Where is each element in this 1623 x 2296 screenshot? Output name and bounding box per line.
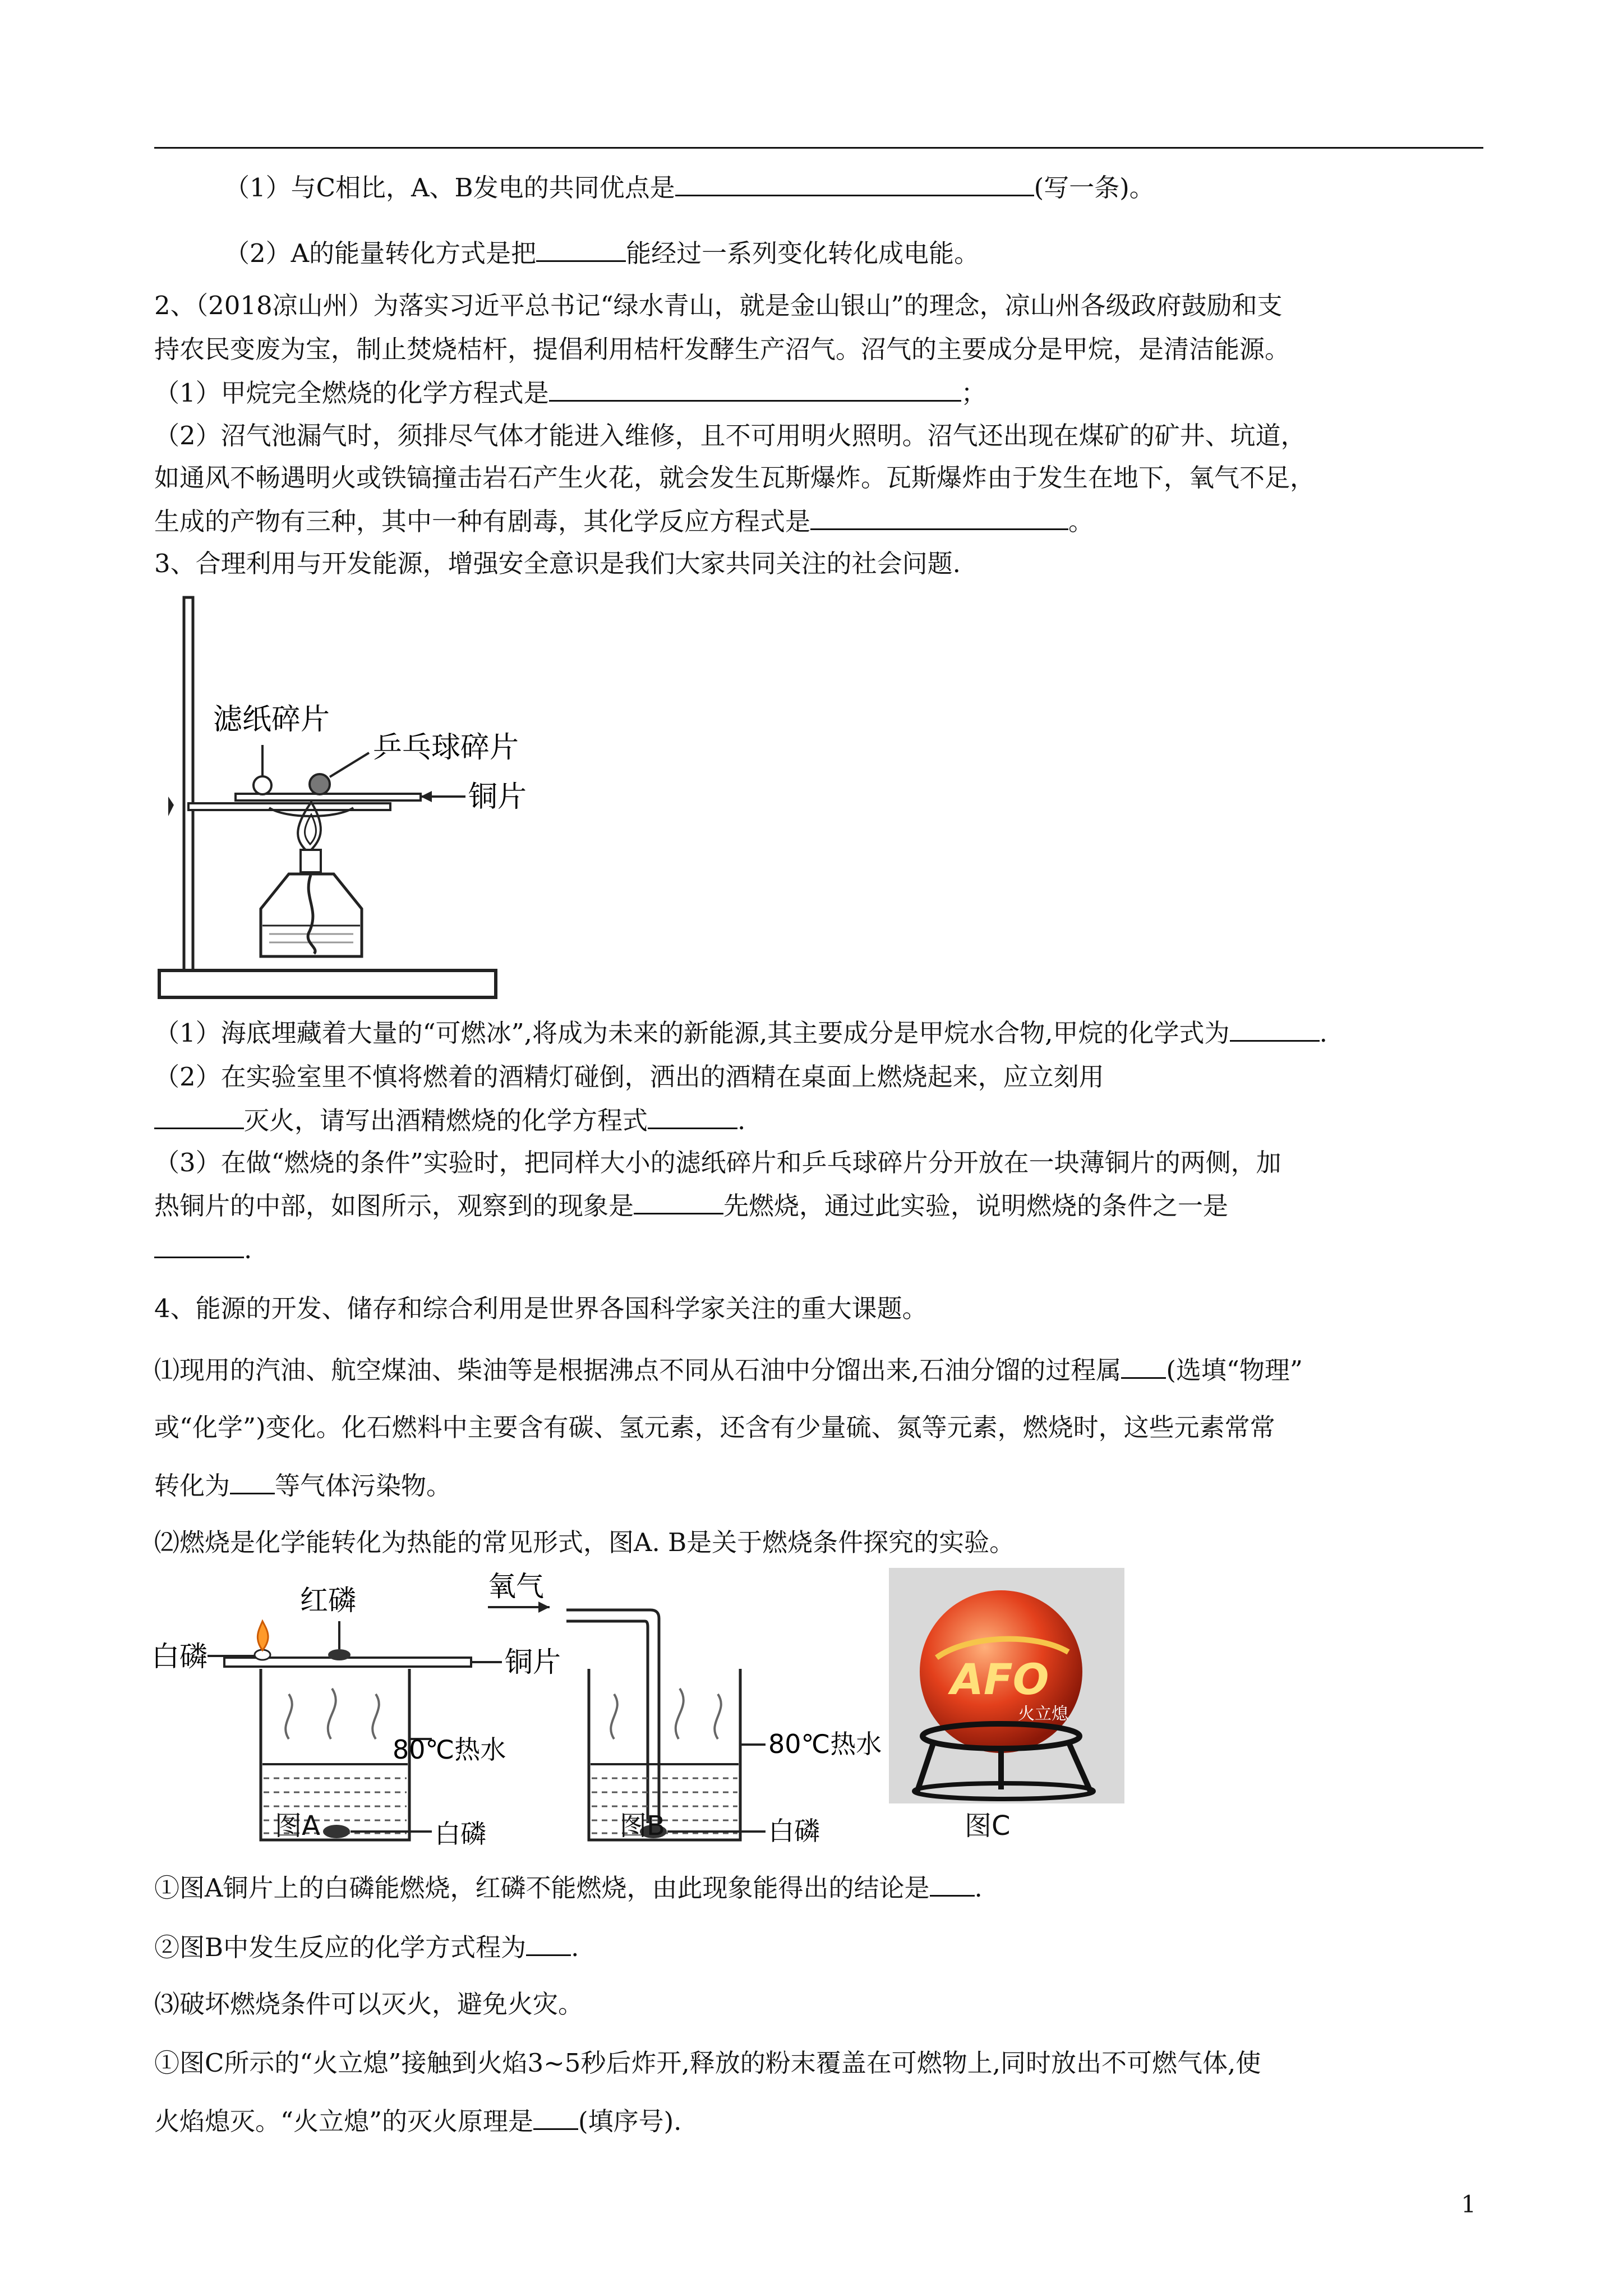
- answer-blank[interactable]: [536, 236, 626, 262]
- answer-blank[interactable]: [526, 1930, 571, 1956]
- q3-figure-burning-experiment: [151, 595, 578, 1010]
- q4-part3-q1-line1: ①图C所示的“火立熄”接触到火焰3~5秒后炸开,释放的粉末覆盖在可燃物上,同时放出不可燃气体,使: [154, 2048, 1261, 2078]
- q4-part2: ⑵燃烧是化学能转化为热能的常见形式，图A. B是关于燃烧条件探究的实验。: [154, 1527, 1015, 1557]
- q1-sub1: （1）与C相比，A、B发电的共同优点是 (写一条)。: [224, 170, 1155, 205]
- q3-stem: 3、合理利用与开发能源，增强安全意识是我们大家共同关注的社会问题.: [154, 549, 961, 578]
- figure-c-caption: 图C: [965, 1810, 1011, 1842]
- figure-b-caption: 图B: [620, 1810, 665, 1842]
- q4-part3-q1-line2: 火焰熄灭。“火立熄”的灭火原理是 (填序号).: [154, 2104, 681, 2138]
- answer-blank[interactable]: [648, 1103, 737, 1129]
- q2-sub2-line2: 如通风不畅遇明火或铁镐撞击岩石产生火花，就会发生瓦斯爆炸。瓦斯爆炸由于发生在地下，氧气不足，: [154, 463, 1316, 493]
- q4-part2-q2: ②图B中发生反应的化学方式程为 .: [154, 1930, 579, 1964]
- label-red-phosphorus: 红磷: [300, 1584, 356, 1617]
- ping-pong-fragment: [310, 774, 330, 794]
- answer-blank[interactable]: [930, 1870, 975, 1897]
- answer-blank[interactable]: [154, 1103, 244, 1129]
- q2-sub2-line3: 生成的产物有三种，其中一种有剧毒，其化学反应方程式是 。: [154, 504, 1094, 539]
- q2-stem-line2: 持农民变废为宝，制止焚烧桔杆，提倡利用桔杆发酵生产沼气。沼气的主要成分是甲烷，是清洁能源。: [154, 334, 1290, 364]
- ball-brand-text: AFO: [951, 1654, 1049, 1704]
- label-white-phosphorus-top: 白磷: [151, 1640, 208, 1673]
- q3-sub3-line3: .: [154, 1232, 252, 1267]
- q4-figure-b: [488, 1565, 880, 1857]
- q4-part1-line2: 或“化学”)变化。化石燃料中主要含有碳、氢元素，还含有少量硫、氮等元素，燃烧时，这些元素常常: [154, 1412, 1275, 1442]
- q2-sub1: （1）甲烷完全燃烧的化学方程式是 ；: [154, 375, 986, 410]
- label-white-phosphorus-bottom: 白磷: [435, 1819, 486, 1849]
- label-hot-water: 80℃热水: [393, 1734, 506, 1765]
- q4-part3: ⑶破坏燃烧条件可以灭火，避免火灾。: [154, 1989, 584, 2019]
- q2-stem-line1: 2、（2018凉山州）为落实习近平总书记“绿水青山，就是金山银山”的理念，凉山州各级政府鼓励和支: [154, 291, 1283, 320]
- q4-figure-a: [151, 1576, 561, 1862]
- q2-sub2-line1: （2）沼气池漏气时，须排尽气体才能进入维修，且不可用明火照明。沼气还出现在煤矿的矿井、坑道，: [154, 421, 1306, 450]
- label-ping-pong: 乒乓球碎片: [373, 731, 519, 765]
- q4-part1-line1: ⑴现用的汽油、航空煤油、柴油等是根据沸点不同从石油中分馏出来,石油分馏的过程属 (选填“物理”: [154, 1352, 1303, 1387]
- answer-blank[interactable]: [675, 170, 1034, 196]
- answer-blank[interactable]: [810, 504, 1068, 530]
- header-rule: [154, 147, 1483, 149]
- answer-blank[interactable]: [549, 375, 961, 402]
- label-oxygen: 氧气: [488, 1570, 544, 1603]
- q3-sub1: （1）海底埋藏着大量的“可燃冰”,将成为未来的新能源,其主要成分是甲烷水合物,甲烷的化学式为 .: [154, 1015, 1327, 1050]
- q3-sub3-line2: 热铜片的中部，如图所示，观察到的现象是 先燃烧，通过此实验，说明燃烧的条件之一是: [154, 1188, 1228, 1223]
- q4-part2-q1: ①图A铜片上的白磷能燃烧，红磷不能燃烧，由此现象能得出的结论是 .: [154, 1870, 983, 1905]
- q3-sub2-line1: （2）在实验室里不慎将燃着的酒精灯碰倒，洒出的酒精在桌面上燃烧起来，应立刻用: [154, 1062, 1104, 1092]
- label-hot-water: 80℃热水: [768, 1729, 882, 1759]
- answer-blank[interactable]: [230, 1468, 275, 1494]
- answer-blank[interactable]: [1230, 1015, 1320, 1042]
- q4-stem: 4、能源的开发、储存和综合利用是世界各国科学家关注的重大课题。: [154, 1294, 928, 1323]
- answer-blank[interactable]: [1121, 1352, 1166, 1379]
- label-white-phosphorus: 白磷: [768, 1816, 820, 1846]
- page-number: 1: [1461, 2191, 1476, 2218]
- figure-a-caption: 图A: [275, 1810, 320, 1842]
- label-filter-paper: 滤纸碎片: [213, 703, 330, 737]
- q3-sub3-line1: （3）在做“燃烧的条件”实验时，把同样大小的滤纸碎片和乒乓球碎片分开放在一块薄铜片的两侧，加: [154, 1148, 1281, 1177]
- q4-figure-c-fire-ball-photo: [889, 1568, 1124, 1803]
- label-copper: 铜片: [505, 1646, 561, 1678]
- q1-sub2: （2）A的能量转化方式是把 能经过一系列变化转化成电能。: [224, 236, 979, 270]
- label-copper: 铜片: [468, 780, 527, 814]
- answer-blank[interactable]: [634, 1188, 723, 1214]
- ball-product-text: 火立熄: [1018, 1704, 1068, 1724]
- answer-blank[interactable]: [533, 2104, 578, 2130]
- answer-blank[interactable]: [154, 1232, 244, 1258]
- q3-sub2-line2: 灭火，请写出酒精燃烧的化学方程式 .: [154, 1103, 745, 1138]
- q4-part1-line3: 转化为 等气体污染物。: [154, 1468, 451, 1503]
- filter-paper-fragment: [253, 776, 271, 794]
